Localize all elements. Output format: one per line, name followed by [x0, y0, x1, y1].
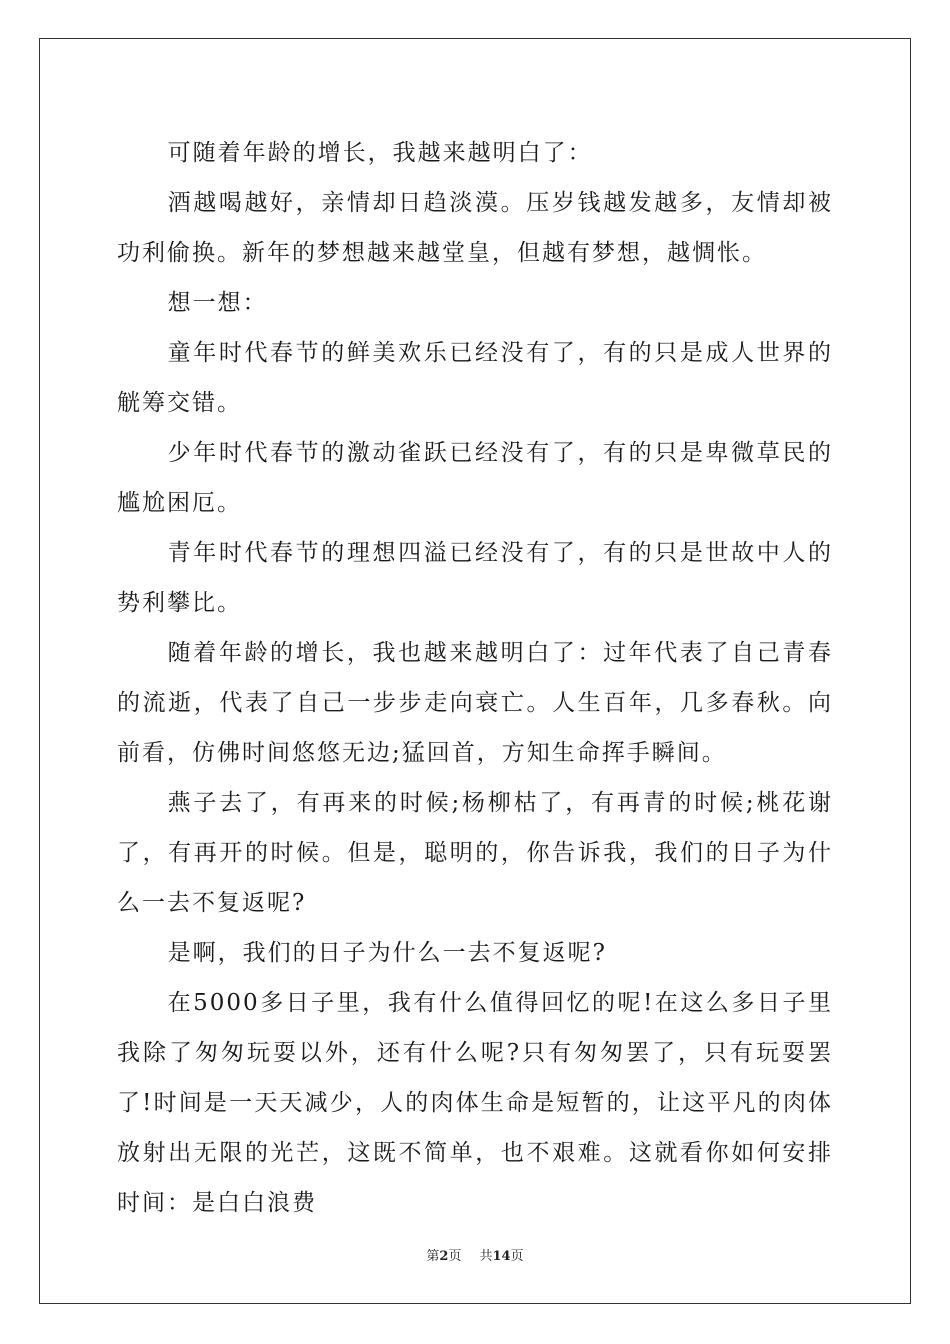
paragraph: 想一想： [167, 290, 268, 316]
total-pages-label: 共14页 [479, 1249, 524, 1264]
paragraph: 燕子去了，有再来的时候;杨柳枯了，有再青的时候;桃花谢了，有再开的时候。但是，聪明的，你告诉我，我们的日子为什么一去不复返呢? [117, 790, 833, 916]
paragraph: 是啊，我们的日子为什么一去不复返呢? [167, 940, 607, 966]
paragraph: 酒越喝越好，亲情却日趋淡漠。压岁钱越发越多，友情却被功利偷换。新年的梦想越来越堂皇，但越有梦想，越惆怅。 [117, 190, 833, 266]
page-footer [0, 1248, 950, 1266]
document-body [117, 128, 833, 1228]
total-page-count: 14 [492, 1249, 511, 1264]
current-page-number: 2 [439, 1249, 449, 1264]
paragraph: 童年时代春节的鲜美欢乐已经没有了，有的只是成人世界的觥筹交错。 [117, 340, 833, 416]
paragraph: 随着年龄的增长，我也越来越明白了：过年代表了自己青春的流逝，代表了自己一步步走向衰亡。人生百年，几多春秋。向前看，仿佛时间悠悠无边;猛回首，方知生命挥手瞬间。 [117, 640, 833, 766]
paragraph: 在5000多日子里，我有什么值得回忆的呢!在这么多日子里我除了匆匆玩耍以外，还有什么呢?只有匆匆罢了，只有玩耍罢了!时间是一天天减少，人的肉体生命是短暂的，让这平凡的肉体放射出无限的光芒，这既不简单，也不艰难。这就看你如何安排时间：是白白浪费 [117, 990, 833, 1216]
paragraph: 可随着年龄的增长，我越来越明白了： [167, 140, 593, 166]
paragraph: 青年时代春节的理想四溢已经没有了，有的只是世故中人的势利攀比。 [117, 540, 833, 616]
paragraph: 少年时代春节的激动雀跃已经没有了，有的只是卑微草民的尴尬困厄。 [117, 440, 833, 516]
page-number-label: 第2页 [426, 1249, 462, 1264]
